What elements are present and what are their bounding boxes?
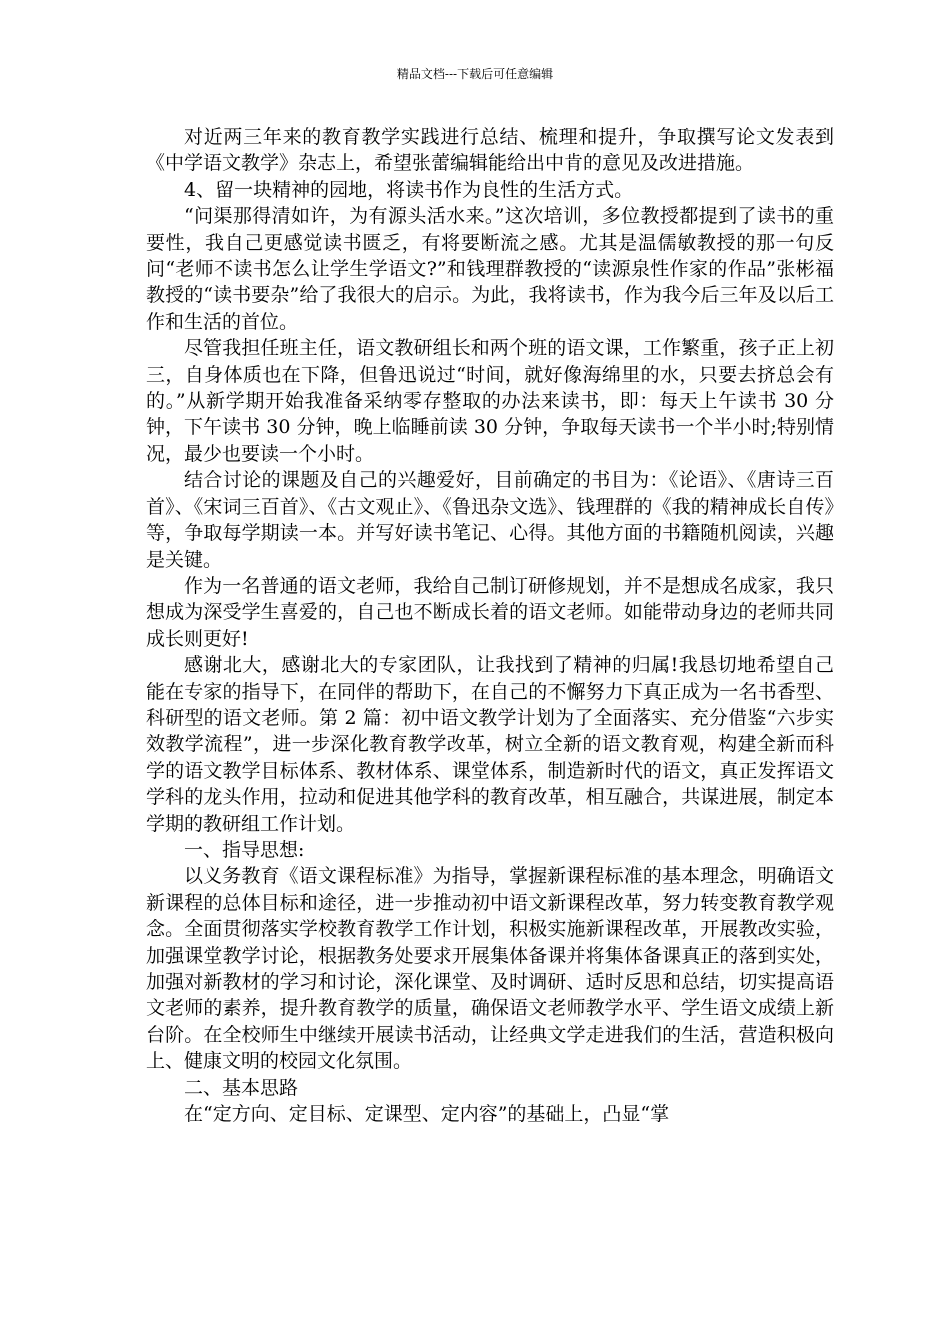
paragraph-4: 尽管我担任班主任，语文教研组长和两个班的语文课，工作繁重，孩子正上初三，自身体质也在下降，但鲁迅说过“时间，就好像海绵里的水，只要去挤总会有的。”从新学期开始我准备采纳零存整取的办法来读书，即：每天上午读书 30 分钟，下午读书 30 分钟，晚上临睡前读 30 分钟，争取每天读书一个半小时;特别情况，最少也要读一个小时。	[146, 337, 834, 465]
paragraph-8: 以义务教育《语文课程标准》为指导，掌握新课程标准的基本理念，明确语文新课程的总体目标和途径，进一步推动初中语文新课程改革，努力转变教育教学观念。全面贯彻落实学校教育教学工作计划，积极实施新课程改革，开展教改实验，加强课堂教学讨论，根据教务处要求开展集体备课并将集体备课真正的落到实处，加强对新教材的学习和讨论，深化课堂、及时调研、适时反思和总结，切实提高语文老师的素养，提升教育教学的质量，确保语文老师教学水平、学生语文成绩上新台阶。在全校师生中继续开展读书活动，让经典文学走进我们的生活，营造积极向上、健康文明的校园文化氛围。	[146, 865, 834, 1073]
paragraph-9: 在“定方向、定目标、定课型、定内容”的基础上，凸显“掌	[184, 1103, 670, 1126]
paragraph-3: “问渠那得清如许，为有源头活水来。”这次培训，多位教授都提到了读书的重要性，我自己更感觉读书匮乏，有将要断流之感。尤其是温儒敏教授的那一句反问“老师不读书怎么让学生学语文?”和钱理群教授的“读源泉性作家的作品”张彬福教授的“读书要杂”给了我很大的启示。为此，我将读书，作为我今后三年及以后工作和生活的首位。	[146, 205, 834, 333]
paragraph-7: 感谢北大，感谢北大的专家团队，让我找到了精神的归属!我恳切地希望自己能在专家的指导下，在同伴的帮助下，在自己的不懈努力下真正成为一名书香型、科研型的语文老师。第 2 篇：初中语文教学计划为了全面落实、充分借鉴“六步实效教学流程”，进一步深化教育教学改革，树立全新的语文教育观，构建全新而科学的语文教学目标体系、教材体系、课堂体系，制造新时代的语文，真正发挥语文学科的龙头作用，拉动和促进其他学科的教育改革，相互融合，共谋进展，制定本学期的教研组工作计划。	[146, 654, 834, 835]
page-header: 精品文档---下载后可任意编辑	[396, 67, 554, 81]
paragraph-6: 作为一名普通的语文老师，我给自己制订研修规划，并不是想成名成家，我只想成为深受学生喜爱的，自己也不断成长着的语文老师。如能带动身边的老师共同成长则更好!	[146, 574, 834, 650]
section-heading-basic-approach: 二、基本思路	[184, 1076, 299, 1099]
paragraph-5: 结合讨论的课题及自己的兴趣爱好，目前确定的书目为：《论语》、《唐诗三百首》、《宋词三百首》、《古文观止》、《鲁迅杂文选》、钱理群的《我的精神成长自传》等，争取每学期读一本。并写好读书笔记、心得。其他方面的书籍随机阅读，兴趣是关键。	[146, 469, 834, 571]
section-heading-guiding-thought: 一、指导思想:	[184, 838, 305, 861]
document-body	[146, 124, 834, 1127]
paragraph-2: 4、留一块精神的园地，将读书作为良性的生活方式。	[184, 178, 634, 201]
paragraph-1: 对近两三年来的教育教学实践进行总结、梳理和提升，争取撰写论文发表到《中学语文教学》杂志上，希望张蕾编辑能给出中肯的意见及改进措施。	[146, 126, 834, 175]
